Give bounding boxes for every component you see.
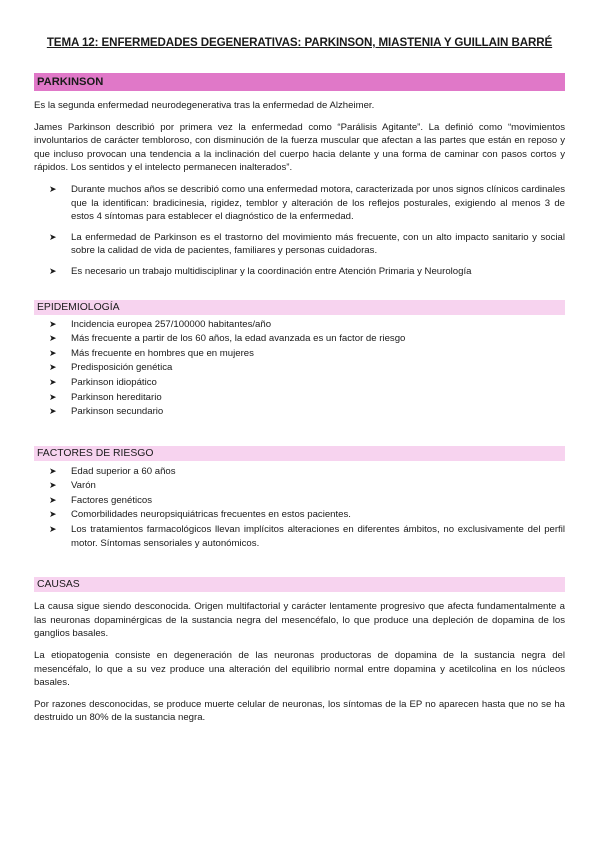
arrow-bullet-icon: ➤	[49, 480, 57, 491]
paragraph: Por razones desconocidas, se produce muerte celular de neuronas, los síntomas de la EP no aparecen hasta que no se ha destruido un 80% de la sustancia negra.	[34, 698, 565, 724]
list-item-text: Durante muchos años se describió como una enfermedad motora, caracterizada por unos signos clínicos cardinales que la identifican: bradicinesia, rigidez, temblor y alteración de los reflejos posturales, exigiendo al menos 3 de estos 4 síntomas para establecer el diagnóstico de la enfermedad.	[71, 183, 565, 223]
section-heading-factores: FACTORES DE RIESGO	[34, 446, 565, 461]
list-item	[34, 361, 565, 375]
list-item	[34, 508, 565, 522]
document-page	[34, 36, 565, 733]
section-causas	[34, 577, 565, 725]
list-item-text: Factores genéticos	[71, 494, 153, 506]
list-item	[34, 479, 565, 493]
bullet-list-epidemiologia	[34, 318, 565, 419]
list-item	[34, 405, 565, 419]
arrow-bullet-icon: ➤	[49, 347, 57, 358]
section-parkinson	[34, 73, 565, 279]
section-heading-causas: CAUSAS	[34, 577, 565, 592]
arrow-bullet-icon: ➤	[49, 465, 57, 476]
arrow-bullet-icon: ➤	[49, 524, 57, 535]
list-item-text: Varón	[71, 480, 96, 492]
arrow-bullet-icon: ➤	[49, 318, 57, 329]
bullet-list-parkinson	[34, 183, 565, 279]
list-item	[34, 318, 565, 332]
section-epidemiologia	[34, 300, 565, 419]
arrow-bullet-icon: ➤	[49, 183, 57, 194]
arrow-bullet-icon: ➤	[49, 362, 57, 373]
list-item	[34, 265, 565, 279]
arrow-bullet-icon: ➤	[49, 376, 57, 387]
arrow-bullet-icon: ➤	[49, 509, 57, 520]
arrow-bullet-icon: ➤	[49, 406, 57, 417]
list-item-text: Incidencia europea 257/100000 habitantes/año	[71, 318, 272, 330]
list-item-text: Comorbilidades neuropsiquiátricas frecuentes en estos pacientes.	[71, 509, 351, 521]
list-item-text: Parkinson hereditario	[71, 391, 162, 403]
list-item	[34, 494, 565, 508]
list-item-text: Edad superior a 60 años	[71, 465, 176, 477]
paragraph: La etiopatogenia consiste en degeneración de las neuronas productoras de dopamina de la sustancia negra del mesencéfalo, lo que a su vez produce una alteración del equilibrio normal entre dopamina y acetilcolina en los núcleos basales.	[34, 650, 565, 689]
list-item-text: Parkinson secundario	[71, 406, 164, 418]
list-item	[34, 391, 565, 405]
section-heading-parkinson: PARKINSON	[34, 73, 565, 91]
section-heading-epidemiologia: EPIDEMIOLOGÍA	[34, 300, 565, 315]
arrow-bullet-icon: ➤	[49, 494, 57, 505]
bullet-list-factores	[34, 465, 565, 551]
list-item	[34, 347, 565, 361]
list-item-text: Parkinson idiopático	[71, 376, 157, 388]
document-title: TEMA 12: ENFERMEDADES DEGENERATIVAS: PARKINSON, MIASTENIA Y GUILLAIN BARRÉ	[46, 36, 553, 49]
list-item-text: La enfermedad de Parkinson es el trastorno del movimiento más frecuente, con un alto impacto sanitario y social sobre la calidad de vida de pacientes, familiares y personas cuidadoras.	[71, 231, 565, 257]
list-item-text: Más frecuente a partir de los 60 años, la edad avanzada es un factor de riesgo	[71, 333, 406, 345]
paragraph: Es la segunda enfermedad neurodegenerativa tras la enfermedad de Alzheimer.	[34, 100, 375, 111]
arrow-bullet-icon: ➤	[49, 391, 57, 402]
list-item	[34, 523, 565, 550]
list-item	[34, 465, 565, 479]
arrow-bullet-icon: ➤	[49, 265, 57, 276]
list-item-text: Más frecuente en hombres que en mujeres	[71, 347, 254, 359]
paragraph: James Parkinson describió por primera vez la enfermedad como “Parálisis Agitante”. La definió como “movimientos involuntarios de carácter tembloroso, con disminución de la fuerza muscular que afectan a las partes que están en reposo y que incluso provocan una tendencia a la inclinación del cuerpo hacia delante y una forma de caminar con pasos cortos y rápidos. Los sentidos y el intelecto permanecen inalterados”.	[34, 121, 565, 174]
list-item-text: Predisposición genética	[71, 362, 173, 374]
list-item	[34, 376, 565, 390]
arrow-bullet-icon: ➤	[49, 231, 57, 242]
section-factores-riesgo	[34, 446, 565, 551]
arrow-bullet-icon: ➤	[49, 333, 57, 344]
list-item	[34, 183, 565, 224]
paragraph: La causa sigue siendo desconocida. Origen multifactorial y carácter lentamente progresivo que afecta fundamentalmente a las neuronas dopaminérgicas de la sustancia negra del mesencéfalo, lo que produce una depleción de dopamina de los ganglios basales.	[34, 601, 565, 640]
list-item	[34, 231, 565, 258]
list-item-text: Es necesario un trabajo multidisciplinar y la coordinación entre Atención Primaria y Neurología	[71, 265, 472, 277]
list-item	[34, 332, 565, 346]
list-item-text: Los tratamientos farmacológicos llevan implícitos alteraciones en diferentes ámbitos, no exclusivamente del perfil motor. Síntomas sensoriales y autonómicos.	[71, 524, 565, 549]
